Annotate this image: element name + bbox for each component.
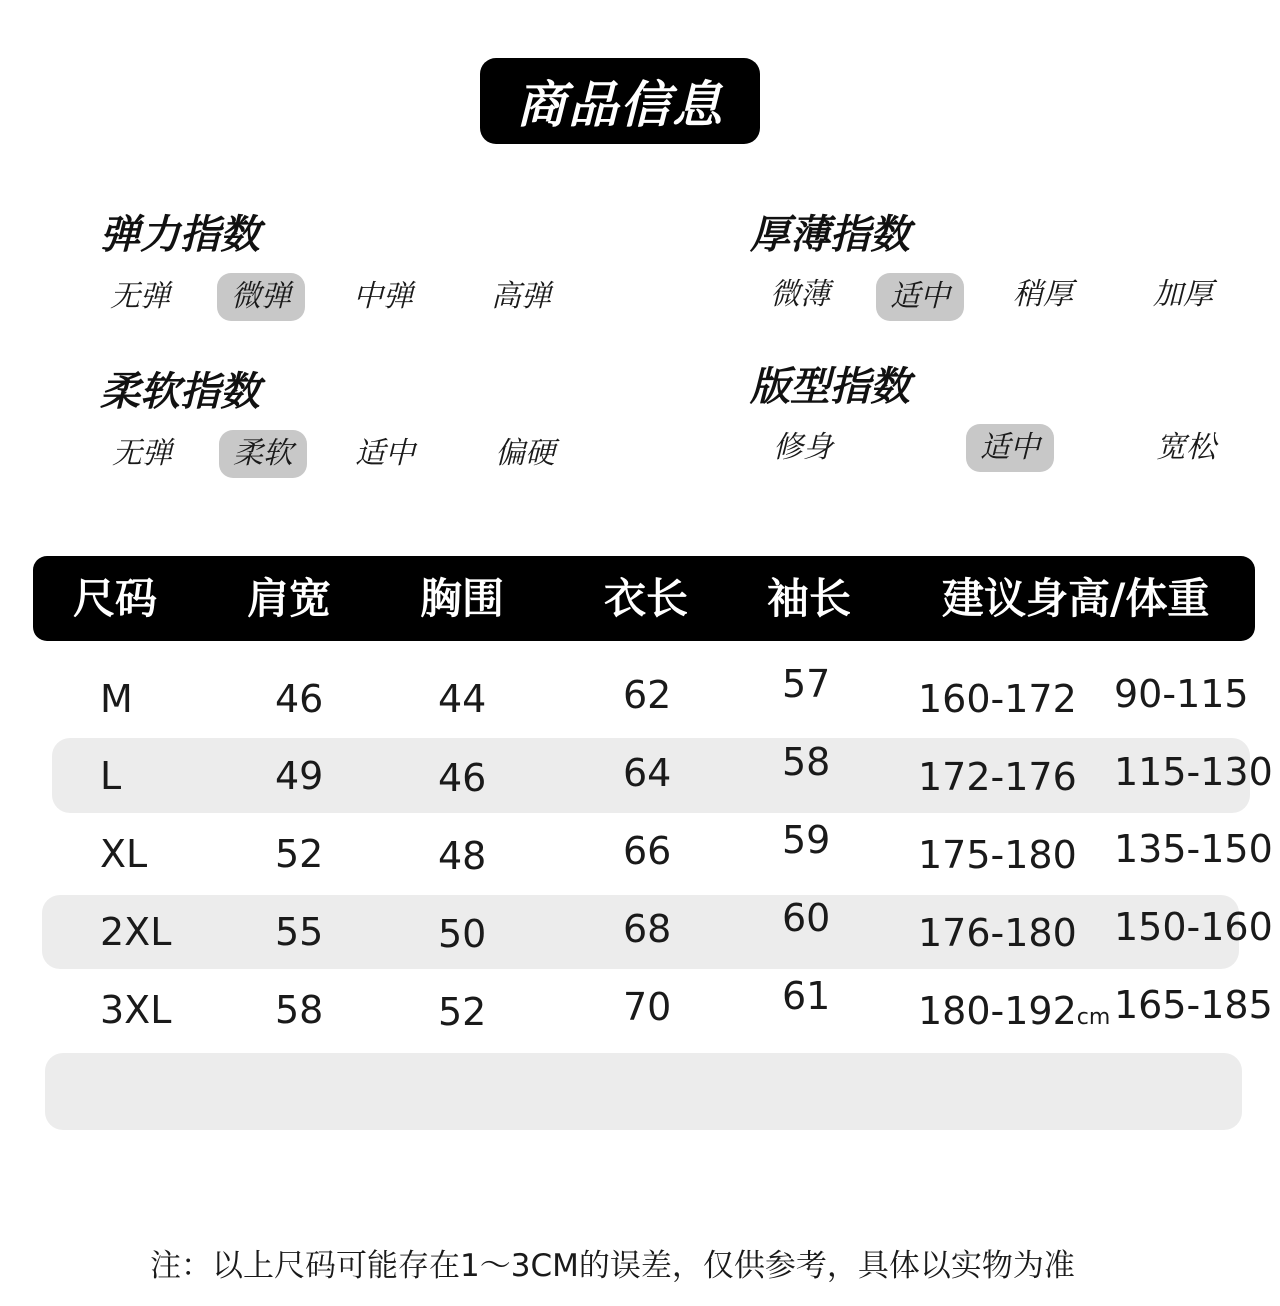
table-cell-height	[918, 833, 1077, 877]
height-value: 172-176	[918, 755, 1077, 799]
table-cell-shoulder: 55	[275, 910, 324, 954]
table-cell-sleeve: 60	[782, 896, 831, 940]
table-cell-chest: 50	[438, 912, 487, 956]
fit-option-regular: 适中	[966, 424, 1054, 472]
thickness-option-moderate: 适中	[876, 273, 964, 321]
table-cell-height	[918, 755, 1077, 799]
table-cell-length: 70	[623, 985, 672, 1029]
size-disclaimer-note: 注：以上尺码可能存在1～3CM的误差，仅供参考，具体以实物为准	[150, 1248, 1075, 1284]
table-cell-size: 3XL	[100, 988, 172, 1032]
softness-index-title: 柔软指数	[100, 369, 260, 415]
softness-option-moderate: 适中	[355, 436, 415, 471]
height-value: 160-172	[918, 677, 1077, 721]
table-cell-chest: 48	[438, 834, 487, 878]
elasticity-option-none: 无弹	[110, 279, 170, 314]
page-title	[480, 58, 760, 144]
height-value: 180-192	[918, 989, 1077, 1033]
header-length: 衣长	[604, 574, 689, 623]
thickness-option-slightly-thick: 稍厚	[1013, 277, 1073, 312]
elasticity-option-medium: 中弹	[353, 279, 413, 314]
table-cell-height	[918, 989, 1111, 1033]
header-size: 尺码	[73, 574, 158, 623]
row-stripe	[45, 1053, 1242, 1130]
table-cell-weight: 115-130	[1114, 750, 1273, 794]
table-cell-size: 2XL	[100, 910, 172, 954]
table-cell-weight: 90-115	[1114, 672, 1249, 716]
softness-option-soft: 柔软	[219, 430, 307, 478]
table-cell-height	[918, 677, 1077, 721]
height-value: 176-180	[918, 911, 1077, 955]
header-sleeve: 袖长	[767, 574, 852, 623]
table-cell-chest: 44	[438, 677, 487, 721]
fit-index-title: 版型指数	[750, 364, 910, 410]
thickness-index-title: 厚薄指数	[750, 212, 910, 258]
table-cell-size: M	[100, 677, 133, 721]
table-cell-length: 64	[623, 751, 672, 795]
table-cell-length: 68	[623, 907, 672, 951]
table-cell-height	[918, 911, 1077, 955]
softness-option-stiff: 偏硬	[495, 436, 555, 471]
table-cell-weight: 165-185	[1114, 983, 1273, 1027]
table-cell-weight: 135-150	[1114, 827, 1273, 871]
height-value: 175-180	[918, 833, 1077, 877]
table-cell-shoulder: 52	[275, 832, 324, 876]
table-cell-length: 66	[623, 829, 672, 873]
header-height-weight: 建议身高/体重	[942, 574, 1210, 623]
elasticity-index-title: 弹力指数	[100, 212, 260, 258]
table-cell-size: XL	[100, 832, 148, 876]
table-cell-sleeve: 57	[782, 662, 831, 706]
table-cell-shoulder: 46	[275, 677, 324, 721]
elasticity-option-high: 高弹	[491, 279, 551, 314]
table-cell-shoulder: 49	[275, 754, 324, 798]
table-cell-sleeve: 59	[782, 818, 831, 862]
table-cell-chest: 46	[438, 756, 487, 800]
table-cell-sleeve: 61	[782, 974, 831, 1018]
thickness-option-thin: 微薄	[770, 277, 830, 312]
fit-option-slim: 修身	[773, 430, 833, 465]
fit-option-loose: 宽松	[1156, 430, 1216, 465]
table-cell-size: L	[100, 754, 122, 798]
header-chest: 胸围	[420, 574, 505, 623]
softness-option-none: 无弹	[112, 436, 172, 471]
thickness-option-thick: 加厚	[1153, 277, 1213, 312]
table-cell-chest: 52	[438, 990, 487, 1034]
table-cell-weight: 150-160	[1114, 905, 1273, 949]
table-cell-length: 62	[623, 673, 672, 717]
table-cell-sleeve: 58	[782, 740, 831, 784]
header-shoulder: 肩宽	[247, 574, 332, 623]
table-cell-shoulder: 58	[275, 988, 324, 1032]
page-title-text: 商品信息	[516, 76, 724, 134]
elasticity-option-slight: 微弹	[217, 273, 305, 321]
height-unit: cm	[1076, 1005, 1111, 1030]
